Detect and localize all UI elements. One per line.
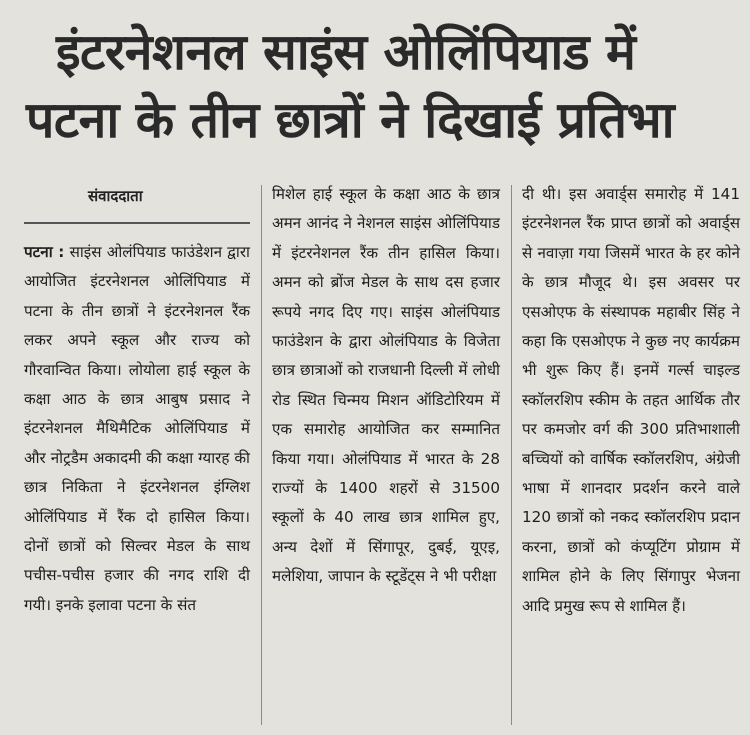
article-column-2 xyxy=(272,180,500,592)
headline-line-2: पटना के तीन छात्रों ने दिखाई प्रतिभा xyxy=(26,91,675,149)
column-3-text: दी थी। इस अवार्ड्स समारोह में 141 इंटरनेशनल रैंक प्राप्त छात्रों को अवार्ड्स से नवाज़ा गया जिसमें भारत के हर कोने के छात्र मौजूद थे। इस अवसर पर एसओएफ के संस्थापक महाबीर सिंह ने कहा कि एसओएफ ने कुछ नए कार्यक्रम भी शुरू किए हैं। इनमें गर्ल्स चाइल्ड स्कॉलरशिप स्कीम के तहत आर्थिक तौर पर कमजोर वर्ग की 300 प्रतिभाशाली बच्चियों को वार्षिक स्कॉलरशिप, अंग्रेजी भाषा में शानदार प्रदर्शन करने वाले 120 छात्रों को नकद स्कॉलरशिप प्रदान करना, छात्रों को कंप्यूटिंग प्रोग्राम में शामिल होने के लिए सिंगापुर भेजना आदि प्रमुख रूप से शामिल हैं। xyxy=(522,185,740,615)
headline xyxy=(10,18,740,154)
dateline: पटना : xyxy=(24,243,65,261)
article-column-1 xyxy=(24,238,250,620)
article-column-3 xyxy=(522,180,740,621)
column-1-text: साइंस ओलंपियाड फाउंडेशन द्वारा आयोजित इंटरनेशनल ओलिंपियाड में पटना के तीन छात्रों ने इंटरनेशनल रैंक लकर अपने स्कूल और राज्य को गौरवान्वित किया। लोयोला हाई स्कूल के कक्षा आठ के छात्र आबुष प्रसाद ने इंटरनेशनल मैथिमैटिक ओलिंपियाड में और नोट्रडैम अकादमी की कक्षा ग्यारह की छात्र निकिता ने इंटरनेशनल इंग्लिश ओलिंपियाड में रैंक दो हासिल किया। दोनों छात्रों को सिल्वर मेडल के साथ पचीस-पचीस हजार की नगद राशि दी गयी। इनके इलावा पटना के संत xyxy=(24,243,250,614)
column-divider xyxy=(261,185,262,725)
headline-line-1: इंटरनेशनल साइंस ओलिंपियाड में xyxy=(56,23,636,81)
byline: संवाददाता xyxy=(88,187,143,205)
column-2-text: मिशेल हाई स्कूल के कक्षा आठ के छात्र अमन आनंद ने नेशनल साइंस ओलिंपियाड में इंटरनेशनल रैंक तीन हासिल किया। अमन को ब्रोंज मेडल के साथ दस हजार रूपये नगद दिए गए। साइंस ओलंपियाड फाउंडेशन के द्वारा ओलंपियाड के विजेता छात्र छात्राओं को राजधानी दिल्ली में लोधी रोड स्थित चिन्मय मिशन ऑडिटोरियम में एक समारोह आयोजित कर सम्मानित किया गया। ओलंपियाड में भारत के 28 राज्यों के 1400 शहरों से 31500 स्कूलों के 40 लाख छात्र शामिल हुए, अन्य देशों में सिंगापूर, दुबई, यूएइ, मलेशिया, जापान के स्टूडेंट्स ने भी परीक्षा xyxy=(272,185,500,586)
column-divider xyxy=(511,185,512,725)
byline-divider xyxy=(24,222,250,224)
